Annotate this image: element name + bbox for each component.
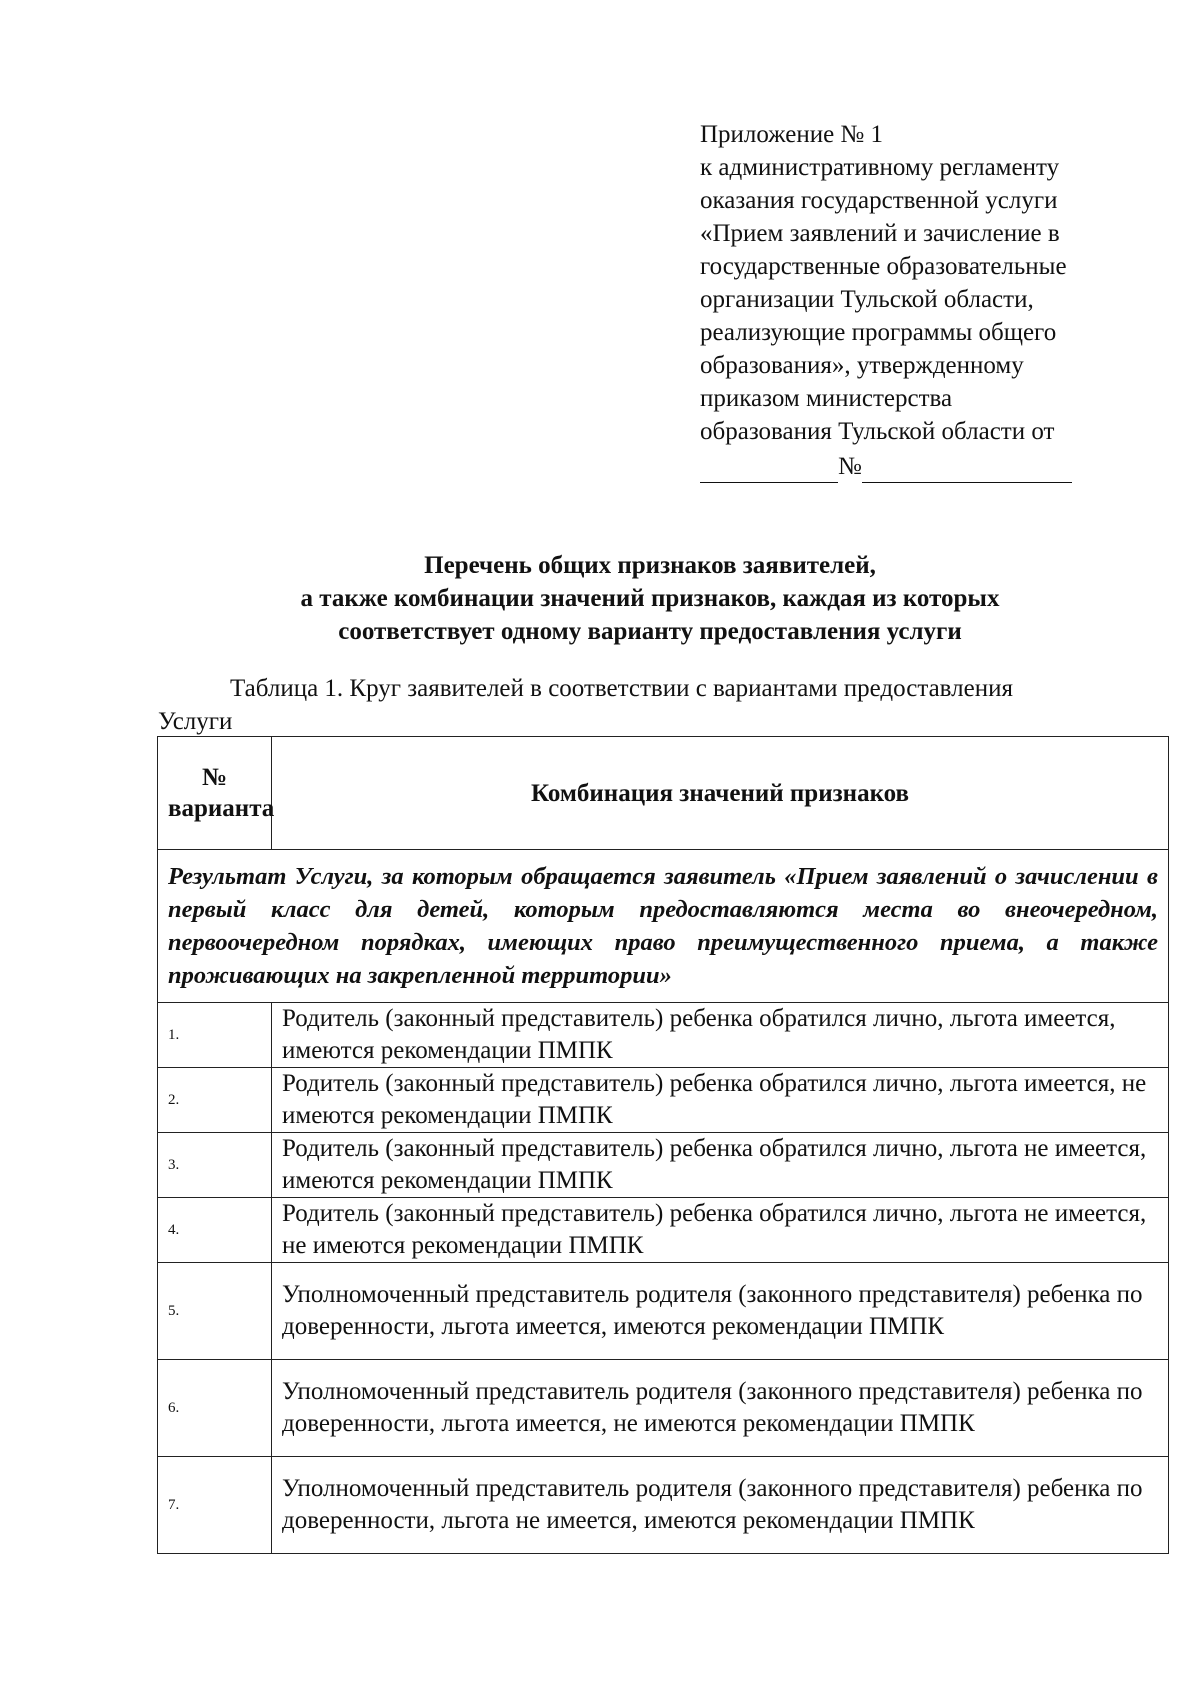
appendix-line: «Прием заявлений и зачисление в <box>700 220 1060 247</box>
appendix-line: реализующие программы общего <box>700 319 1057 346</box>
table-caption <box>158 672 1138 738</box>
table-row <box>158 1068 1169 1133</box>
header-variant-number: № варианта <box>158 737 272 850</box>
title-line: Перечень общих признаков заявителей, <box>424 552 876 579</box>
variant-description: Родитель (законный представитель) ребенка обратился лично, льгота имеется, не имеются рекомендации ПМПК <box>272 1068 1169 1133</box>
caption-line: Услуги <box>158 708 233 735</box>
appendix-line: Приложение № 1 <box>700 121 884 148</box>
appendix-line: приказом министерства <box>700 385 953 412</box>
table-header-row <box>158 737 1169 850</box>
table-row <box>158 1003 1169 1068</box>
title-line: а также комбинации значений признаков, каждая из которых <box>300 585 1000 612</box>
appendix-line: к административному регламенту <box>700 154 1060 181</box>
document-title <box>150 549 1150 648</box>
result-description: Результат Услуги, за которым обращается заявитель «Прием заявлений о зачислении в первый класс для детей, которым предоставляются места во внеочередном, первоочередном порядках, имеющих право преимущественного приема, а также проживающих на закрепленной территории» <box>158 850 1169 1003</box>
variant-number: 4. <box>158 1198 272 1263</box>
appendix-line: организации Тульской области, <box>700 286 1034 313</box>
number-sign: № <box>838 453 862 480</box>
variant-description: Родитель (законный представитель) ребенка обратился лично, льгота имеется, имеются рекомендации ПМПК <box>272 1003 1169 1068</box>
table-row <box>158 1263 1169 1360</box>
variant-number: 7. <box>158 1457 272 1554</box>
variant-description: Уполномоченный представитель родителя (законного представителя) ребенка по доверенности, льгота имеется, имеются рекомендации ПМПК <box>272 1263 1169 1360</box>
number-blank <box>862 458 1072 483</box>
appendix-block <box>700 118 1140 483</box>
appendix-line: образования», утвержденному <box>700 352 1024 379</box>
date-number-line <box>700 450 1140 483</box>
date-blank <box>700 458 838 483</box>
appendix-line: образования Тульской области от <box>700 418 1055 445</box>
table-row <box>158 1133 1169 1198</box>
appendix-line: государственные образовательные <box>700 253 1067 280</box>
appendix-line: оказания государственной услуги <box>700 187 1058 214</box>
variant-description: Родитель (законный представитель) ребенка обратился лично, льгота не имеется, имеются рекомендации ПМПК <box>272 1133 1169 1198</box>
variant-number: 2. <box>158 1068 272 1133</box>
variant-number: 1. <box>158 1003 272 1068</box>
variant-description: Родитель (законный представитель) ребенка обратился лично, льгота не имеется, не имеются рекомендации ПМПК <box>272 1198 1169 1263</box>
table-row <box>158 1360 1169 1457</box>
table-row <box>158 1198 1169 1263</box>
header-combination: Комбинация значений признаков <box>272 737 1169 850</box>
result-row <box>158 850 1169 1003</box>
title-line: соответствует одному варианту предоставления услуги <box>338 618 962 645</box>
variant-number: 5. <box>158 1263 272 1360</box>
caption-line: Таблица 1. Круг заявителей в соответствии с вариантами предоставления <box>230 675 1013 702</box>
variant-description: Уполномоченный представитель родителя (законного представителя) ребенка по доверенности, льгота не имеется, имеются рекомендации ПМПК <box>272 1457 1169 1554</box>
variant-number: 6. <box>158 1360 272 1457</box>
variants-table <box>157 736 1169 1554</box>
variant-number: 3. <box>158 1133 272 1198</box>
table-row <box>158 1457 1169 1554</box>
variant-description: Уполномоченный представитель родителя (законного представителя) ребенка по доверенности, льгота имеется, не имеются рекомендации ПМПК <box>272 1360 1169 1457</box>
